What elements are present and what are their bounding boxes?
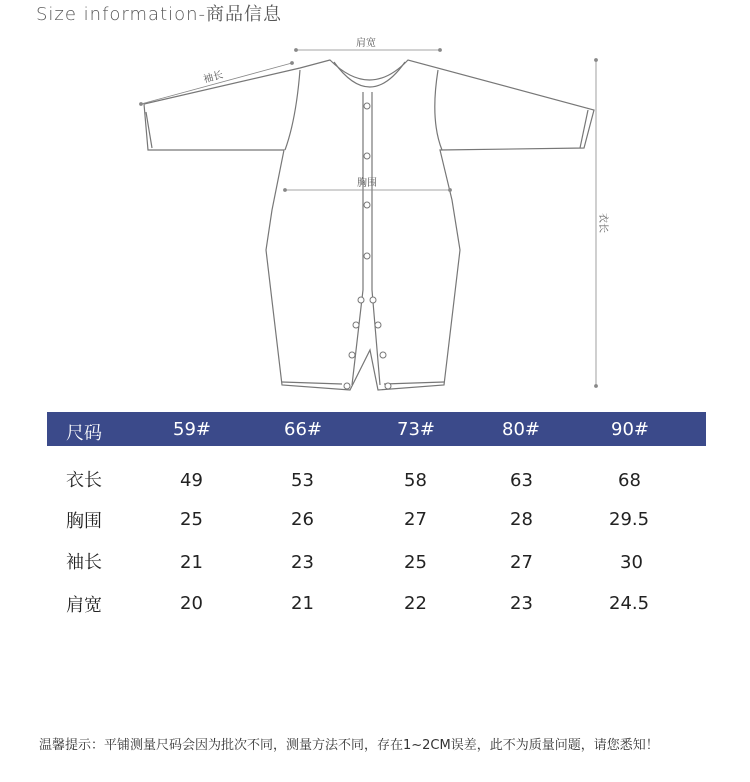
- header-cell-90: 90#: [611, 419, 649, 440]
- snap-button: [349, 352, 355, 358]
- size-table-header: [47, 412, 706, 446]
- table-cell: 63: [510, 470, 533, 491]
- shoulder-label: 肩宽: [356, 38, 376, 49]
- table-cell: 25: [180, 509, 203, 530]
- table-cell: 23: [510, 593, 533, 614]
- table-cell: 21: [180, 552, 203, 573]
- sleeve-label: 袖长: [202, 69, 225, 86]
- table-cell: 23: [291, 552, 314, 573]
- table-cell: 58: [404, 470, 427, 491]
- romper-outline: [144, 60, 594, 390]
- snap-button: [364, 253, 370, 259]
- table-cell: 24.5: [609, 593, 650, 614]
- length-label: 衣长: [597, 213, 608, 233]
- row-label: 袖长: [66, 552, 102, 573]
- table-cell: 27: [510, 552, 533, 573]
- header-cell-size: 尺码: [66, 423, 102, 444]
- table-cell: 68: [618, 470, 641, 491]
- table-cell: 49: [180, 470, 203, 491]
- header-cell-66: 66#: [284, 419, 322, 440]
- sleeve-dimension-line: [141, 63, 292, 104]
- chest-label: 胸围: [357, 178, 377, 189]
- table-cell: 25: [404, 552, 427, 573]
- size-disclaimer: 温馨提示：平铺测量尺码会因为批次不同，测量方法不同，存在1~2CM误差，此不为质量问题，请您悉知！: [39, 738, 659, 753]
- snap-button: [364, 153, 370, 159]
- snap-button: [375, 322, 381, 328]
- table-cell: 53: [291, 470, 314, 491]
- snap-button: [370, 297, 376, 303]
- table-cell: 26: [291, 509, 314, 530]
- row-label: 胸围: [66, 511, 102, 532]
- snap-button: [344, 383, 350, 389]
- snap-button: [364, 202, 370, 208]
- table-cell: 30: [620, 552, 643, 573]
- snap-button: [385, 383, 391, 389]
- header-cell-59: 59#: [173, 419, 211, 440]
- snap-button: [353, 322, 359, 328]
- table-cell: 28: [510, 509, 533, 530]
- header-cell-73: 73#: [397, 419, 435, 440]
- page-title: Size information-商品信息: [36, 4, 283, 25]
- row-label: 肩宽: [66, 595, 102, 616]
- snap-button: [364, 103, 370, 109]
- table-cell: 29.5: [609, 509, 650, 530]
- table-cell: 27: [404, 509, 427, 530]
- row-label: 衣长: [66, 470, 102, 491]
- table-cell: 21: [291, 593, 314, 614]
- table-cell: 22: [404, 593, 427, 614]
- snap-button: [358, 297, 364, 303]
- snap-button: [380, 352, 386, 358]
- header-cell-80: 80#: [502, 419, 540, 440]
- table-cell: 20: [180, 593, 203, 614]
